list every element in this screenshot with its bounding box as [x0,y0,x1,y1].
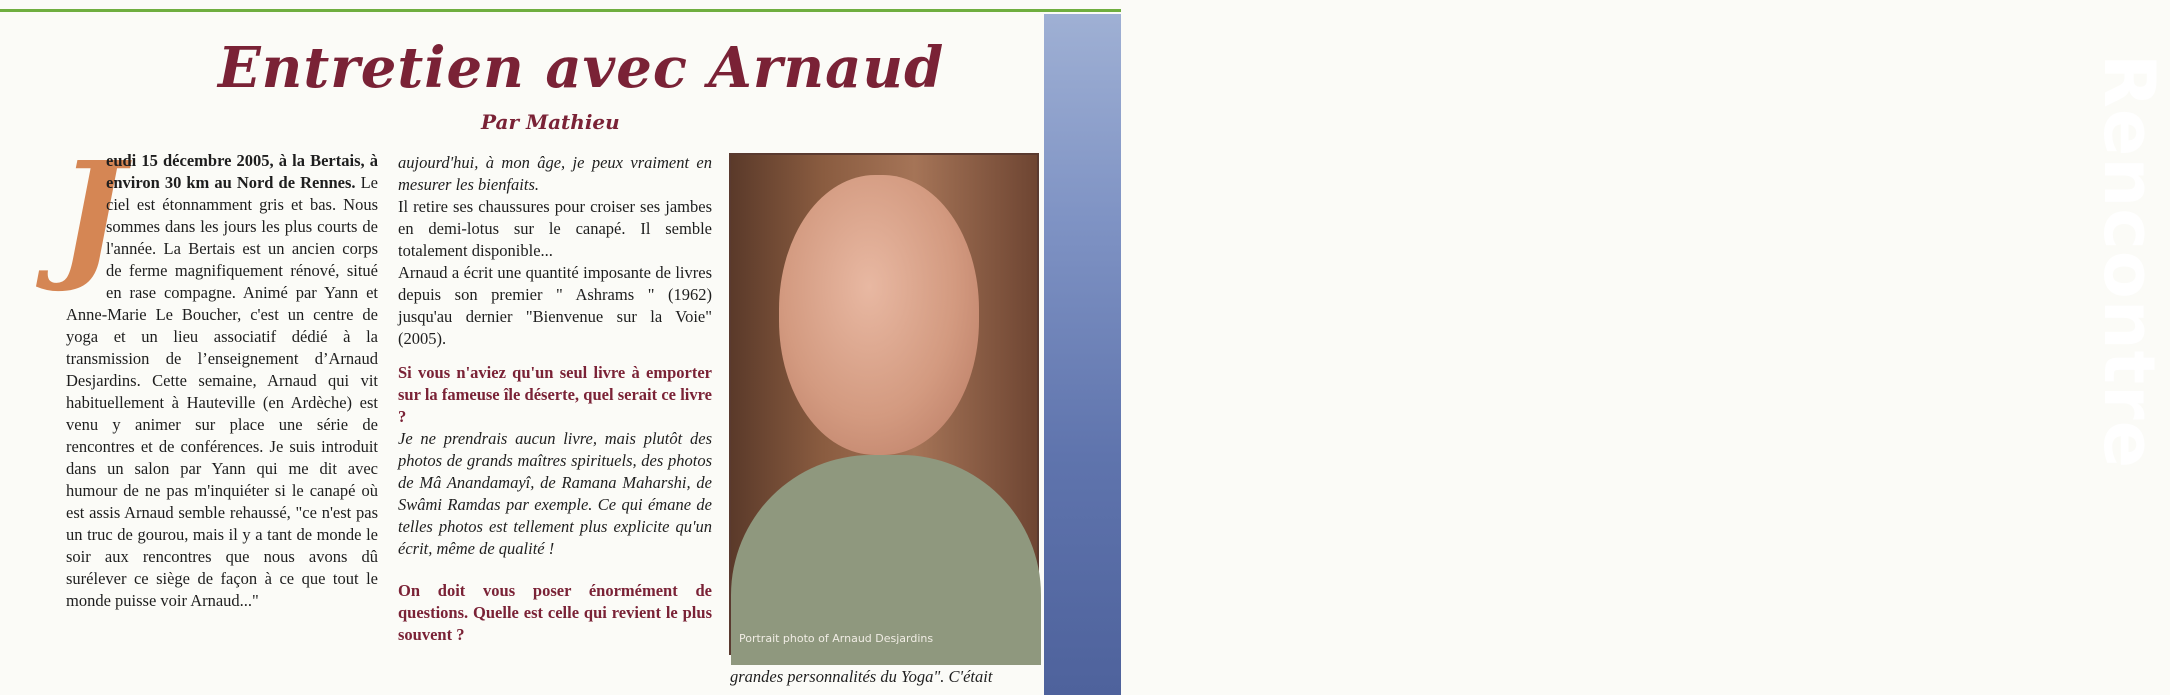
photo-label: Portrait photo of Arnaud Desjardins [739,632,934,645]
article-title: Entretien avec Arnaud [218,35,945,101]
article-byline: Par Mathieu [481,110,620,134]
intro-body: Le ciel est étonnamment gris et bas. Nous sommes dans les jours les plus courts de l'année. La Bertais est un ancien corps de ferme magnifiquement rénové, situé en rase compagne. Animé par Yann et Anne-Marie Le Boucher, c'est un centre de yoga et un lieu associatif dédié à la transmission de l’enseignement d’Arnaud Desjardins. Cette semaine, Arnaud qui vit habituellement à Hauteville (en Ardèche) est venu y animer sur place une série de rencontres et de conférences. Je suis introduit dans un salon par Yann qui me dit avec humour de ne pas m'inquiéter si le canapé où est assis Arnaud semble rehaussé, "ce n'est pas un truc de gourou, mais il y a tant de monde le soir aux rencontres que nous avons dû surélever ce siège de façon à ce que tout le monde puisse voir Arnaud..." [66,173,378,610]
photo-face [779,175,979,455]
interview-answer: Je ne prendrais aucun livre, mais plutôt des photos de grands maîtres spirituels, des photos de Mâ Anandamayî, de Ramana Maharshi, de Swâmi Ramdas par exemple. Ce qui émane de telles photos est tellement plus explicite qu'un écrit, même de qualité ! [398,429,712,558]
answer-continuation: aujourd'hui, à mon âge, je peux vraiment en mesurer les bienfaits. [398,153,712,194]
intro-lead: eudi 15 décembre 2005, à la Bertais, à environ 30 km au Nord de Rennes. [106,151,378,192]
intro-paragraph [58,132,378,612]
column-3-text: grandes personnalités du Yoga". C'était [730,667,993,686]
drop-cap: J [58,132,125,296]
portrait-photo [729,153,1039,655]
interview-question: On doit vous poser énormément de questions. Quelle est celle qui revient le plus souvent ? [398,581,712,644]
section-band [1044,14,2170,695]
article-column-2 [398,152,712,646]
article-column-1 [58,132,378,612]
body-paragraph: Il retire ses chaussures pour croiser ses jambes en demi-lotus sur le canapé. Il semble totalement disponible... [398,197,712,260]
interview-question: Si vous n'aviez qu'un seul livre à emporter sur la fameuse île déserte, quel serait ce livre ? [398,363,712,426]
top-green-rule [0,9,1121,12]
section-label: Rencontre [2088,54,2170,470]
body-paragraph: Arnaud a écrit une quantité imposante de livres depuis son premier " Ashrams " (1962) jusqu'au dernier "Bienvenue sur la Voie" (2005). [398,263,712,348]
